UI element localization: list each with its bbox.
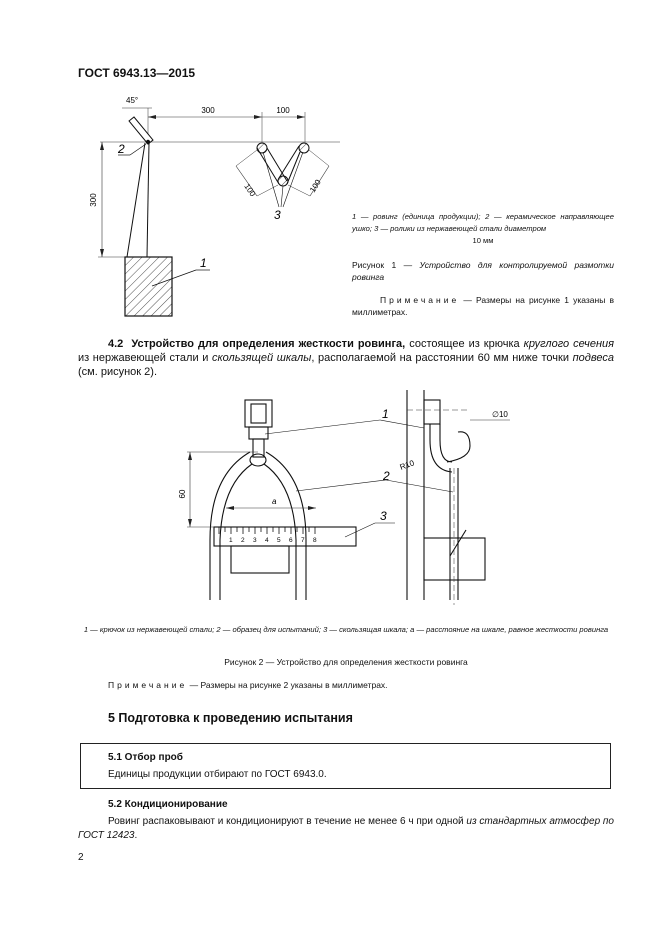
section-5-title: 5 Подготовка к проведению испытания (108, 711, 353, 725)
scale-num-8: 8 (313, 537, 317, 544)
section-5-2-text: Ровинг распаковывают и кондиционируют в течение не менее 6 ч при одной из стандартных атмосфер по ГОСТ 12423. (78, 816, 614, 841)
dim-a: a (272, 497, 277, 506)
callout-3: 3 (274, 208, 281, 222)
paragraph-4-2: 4.2 Устройство для определения жесткости ровинга, состоящее из крючка круглого сечения из нержавеющей стали и скользящей шкалы, располагаемой на расстоянии 60 мм ниже точки подвеса (см. рисунок 2). (78, 338, 614, 378)
dim-r10: R10 (398, 458, 416, 472)
section-5-1-text: Единицы продукции отбирают по ГОСТ 6943.0. (108, 769, 327, 780)
scale-num-6: 6 (289, 537, 293, 544)
figure-2-drawing (0, 380, 661, 620)
scale-num-1: 1 (229, 537, 233, 544)
figure-2-legend: 1 — крючок из нержавеющей стали; 2 — образец для испытаний; 3 — скользящая шкала; а — расстояние на шкале, равное жесткости ровинга (83, 625, 609, 634)
callout-1: 1 (200, 256, 207, 270)
dim-300-horizontal: 300 (201, 106, 215, 115)
scale-num-5: 5 (277, 537, 281, 544)
dim-100-diag-right: 100 (308, 177, 323, 195)
page-number: 2 (78, 852, 84, 863)
section-5-2-title: 5.2 Кондиционирование (108, 799, 228, 810)
scale-num-3: 3 (253, 537, 257, 544)
dim-300-vertical: 300 (89, 193, 98, 207)
figure-1-caption: Рисунок 1 — Устройство для контролируемой размотки ровинга (352, 260, 614, 282)
figure-2-note: Примечание — Размеры на рисунке 2 указаны в миллиметрах. (108, 680, 388, 690)
fig2-callout-3: 3 (380, 509, 387, 523)
figure-1-note: Примечание — Размеры на рисунке 1 указаны в миллиметрах. (352, 295, 614, 317)
scale-num-2: 2 (241, 537, 245, 544)
callout-2: 2 (118, 142, 125, 156)
document-header: ГОСТ 6943.13—2015 (78, 66, 196, 80)
scale-num-7: 7 (301, 537, 305, 544)
dim-dia10: ∅10 (492, 410, 508, 419)
fig2-callout-1: 1 (382, 407, 389, 421)
figure-1-legend: 1 — ровинг (единица продукции); 2 — керамическое направляющее ушко; 3 — ролики из нержавеющей стали диаметром 10 мм (352, 212, 614, 245)
section-5-1-box (80, 743, 611, 789)
dim-60: 60 (178, 489, 187, 499)
section-5-1-title: 5.1 Отбор проб (108, 752, 183, 763)
scale-num-4: 4 (265, 537, 269, 544)
scale-numbers (229, 537, 317, 544)
dim-100-diag-left: 100 (242, 182, 258, 199)
fig2-callout-2: 2 (383, 469, 390, 483)
dim-100-horizontal: 100 (276, 106, 290, 115)
dim-45-angle: 45° (126, 96, 139, 105)
figure-2-caption: Рисунок 2 — Устройство для определения жесткости ровинга (224, 657, 468, 667)
